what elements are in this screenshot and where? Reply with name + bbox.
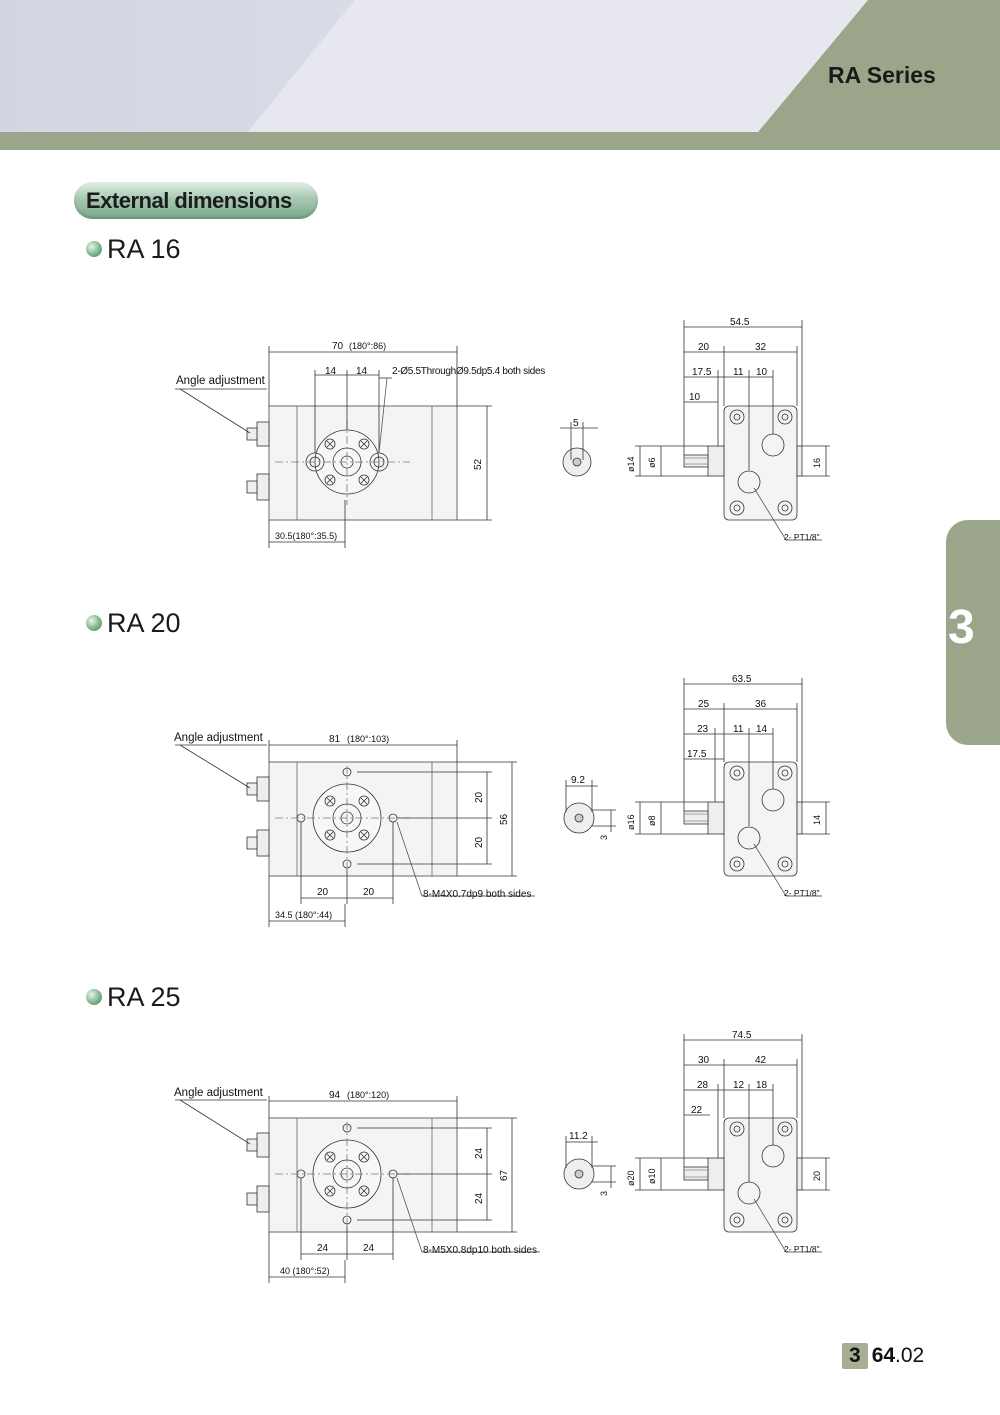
page-header xyxy=(0,0,1000,150)
dim-dia-outer: ø16 xyxy=(626,814,636,830)
dim-side-e: 10 xyxy=(756,367,768,378)
dim-height: 67 xyxy=(499,1169,510,1181)
angle-adjustment-label: Angle adjustment xyxy=(174,732,263,744)
dim-port-height: 20 xyxy=(812,1170,822,1181)
dim-shaft-flat: 3 xyxy=(599,834,609,840)
dim-shaft-key: 11.2 xyxy=(569,1131,588,1142)
dim-side-total: 63.5 xyxy=(732,674,752,685)
dim-overall-width-alt: (180°:86) xyxy=(349,341,387,351)
dim-overall-width-alt: (180°:103) xyxy=(347,734,390,744)
model-heading-ra20 xyxy=(86,608,181,639)
dim-offset: 34.5 (180°:44) xyxy=(275,910,333,920)
section-title-pill xyxy=(74,182,318,219)
hole-note: 8-M4X0.7dp9 both sides xyxy=(423,889,532,900)
dim-dia-inner: ø6 xyxy=(647,457,657,468)
drawing-ra25 xyxy=(0,1020,1000,1295)
drawing-ra20 xyxy=(0,665,1000,935)
model-name: RA 16 xyxy=(107,234,181,264)
page-number-main: 64 xyxy=(871,1344,896,1367)
model-name: RA 20 xyxy=(107,608,181,638)
model-name: RA 25 xyxy=(107,982,181,1012)
dim-side-d: 11 xyxy=(733,724,744,735)
dim-overall-width: 81 xyxy=(329,734,341,745)
dim-side-f: 17.5 xyxy=(687,749,707,760)
ra25-dimension-drawing xyxy=(0,1020,1000,1295)
page-chapter-badge: 3 xyxy=(842,1343,868,1369)
dim-side-d: 12 xyxy=(733,1080,745,1091)
ra16-dimension-drawing xyxy=(0,300,1000,560)
drawing-ra16 xyxy=(0,300,1000,560)
page-number-sub: .02 xyxy=(895,1344,925,1367)
series-title: RA Series xyxy=(828,62,936,88)
hole-note: 2-Ø5.5ThroughØ9.5dp5.4 both sides xyxy=(392,366,545,377)
port-note: 2- PT1/8" xyxy=(784,1244,820,1254)
dim-side-total: 74.5 xyxy=(732,1030,752,1041)
dim-h-pitch-b: 24 xyxy=(363,1243,375,1254)
dim-side-e: 18 xyxy=(756,1080,768,1091)
dim-port-height: 16 xyxy=(812,457,822,468)
dim-h-pitch-a: 24 xyxy=(317,1243,329,1254)
model-heading-ra25 xyxy=(86,982,181,1013)
dim-side-total: 54.5 xyxy=(730,317,750,328)
port-note: 2- PT1/8" xyxy=(784,532,820,542)
dim-side-f: 22 xyxy=(691,1105,703,1116)
chapter-number: 3 xyxy=(948,601,975,654)
dim-side-c: 23 xyxy=(697,724,709,735)
dim-dia-outer: ø20 xyxy=(626,1170,636,1186)
dim-side-b: 42 xyxy=(755,1055,767,1066)
dim-side-c: 28 xyxy=(697,1080,709,1091)
port-note: 2- PT1/8" xyxy=(784,888,820,898)
dim-overall-width: 70 xyxy=(332,341,344,352)
angle-adjustment-label: Angle adjustment xyxy=(176,375,265,387)
page-number xyxy=(842,1343,924,1371)
dim-v-pitch-b: 24 xyxy=(474,1192,485,1204)
angle-adjustment-label: Angle adjustment xyxy=(174,1087,263,1099)
dim-v-pitch-a: 24 xyxy=(474,1147,485,1159)
dim-side-b: 32 xyxy=(755,342,767,353)
dim-side-a: 20 xyxy=(698,342,710,353)
dim-port-height: 14 xyxy=(812,814,822,825)
dim-overall-width-alt: (180°:120) xyxy=(347,1090,390,1100)
dim-side-b: 36 xyxy=(755,699,767,710)
hole-note: 8-M5X0.8dp10 both sides xyxy=(423,1245,537,1256)
dim-v-pitch-a: 20 xyxy=(474,791,485,803)
dim-h-pitch-b: 20 xyxy=(363,887,375,898)
dim-height: 56 xyxy=(499,813,510,825)
section-title: External dimensions xyxy=(86,188,292,213)
chapter-side-tab xyxy=(946,520,1000,745)
dim-shaft-key: 5 xyxy=(573,418,579,429)
dim-hole-pitch-b: 14 xyxy=(356,366,368,377)
dim-shaft-flat: 3 xyxy=(599,1190,609,1196)
dim-h-pitch-a: 20 xyxy=(317,887,329,898)
dim-height: 52 xyxy=(473,458,484,470)
dim-side-e: 14 xyxy=(756,724,768,735)
dim-side-c: 17.5 xyxy=(692,367,712,378)
dim-dia-outer: ø14 xyxy=(626,456,636,472)
bullet-icon xyxy=(86,615,102,631)
dim-side-a: 30 xyxy=(698,1055,710,1066)
dim-dia-inner: ø8 xyxy=(647,815,657,826)
bullet-icon xyxy=(86,989,102,1005)
bullet-icon xyxy=(86,241,102,257)
dim-v-pitch-b: 20 xyxy=(474,836,485,848)
dim-dia-inner: ø10 xyxy=(647,1168,657,1184)
model-heading-ra16 xyxy=(86,234,181,265)
dim-offset: 40 (180°:52) xyxy=(280,1266,330,1276)
dim-side-a: 25 xyxy=(698,699,710,710)
dim-hole-pitch-a: 14 xyxy=(325,366,337,377)
dim-shaft-key: 9.2 xyxy=(571,775,585,786)
dim-overall-width: 94 xyxy=(329,1090,341,1101)
ra20-dimension-drawing xyxy=(0,665,1000,935)
dim-offset: 30.5(180°:35.5) xyxy=(275,531,338,541)
dim-side-d: 11 xyxy=(733,367,744,378)
dim-side-f: 10 xyxy=(689,392,701,403)
